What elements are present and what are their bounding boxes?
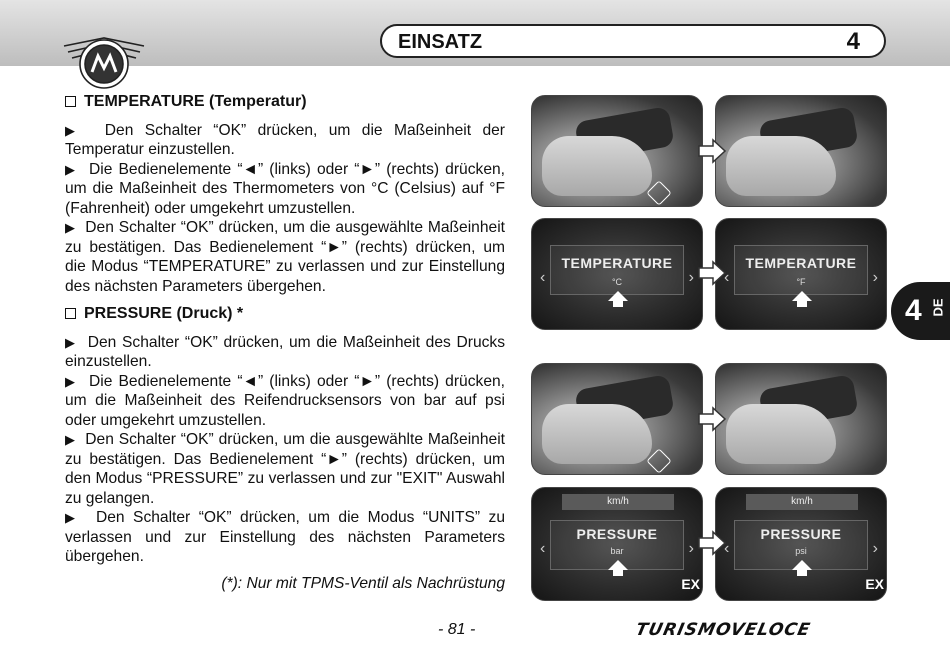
- paragraph: ▶ Den Schalter “OK” drücken, um die Modus “UNITS” zu verlassen und zur Einstellung des nächsten Parameters übergehen.: [65, 509, 505, 565]
- display-screen-pressure-psi: [715, 487, 887, 601]
- screen-label: PRESSURE: [576, 526, 658, 542]
- triangle-bullet-icon: ▶: [65, 432, 76, 447]
- section-heading-pressure: PRESSURE (Druck) *: [65, 304, 505, 324]
- exit-label: EX: [681, 576, 700, 592]
- paragraph: ▶ Den Schalter “OK” drücken, um die ausgewählte Maßeinheit zu bestätigen. Das Bedienelement “►” (rechts) drücken, um den Modus “PRESSURE” zu verlassen und zur "EXIT" Auswahl zu gelangen.: [65, 431, 505, 507]
- text-column: [65, 92, 505, 567]
- chevron-left-icon: ‹: [724, 540, 730, 557]
- chevron-right-icon: ›: [688, 540, 694, 557]
- paragraph: ▶ Den Schalter “OK” drücken, um die ausgewählte Maßeinheit zu bestätigen. Das Bedienelement “►” (rechts) drücken, um die Modus “TEMPERATURE” zu verlassen und zur Einstellung des nächsten Parameters übergehen.: [65, 219, 505, 295]
- page-number: - 81 -: [438, 621, 476, 638]
- handlebar-photo-2: [715, 95, 887, 207]
- right-arrow-icon: [697, 406, 727, 432]
- triangle-bullet-icon: ▶: [65, 161, 77, 177]
- display-screen-temperature-fahrenheit: [715, 218, 887, 330]
- footnote: (*): Nur mit TPMS-Ventil als Nachrüstung: [221, 575, 505, 592]
- chevron-left-icon: ‹: [540, 269, 546, 286]
- screen-unit: °C: [611, 277, 623, 287]
- handlebar-photo-4: [715, 363, 887, 475]
- screen-top-label: km/h: [746, 494, 858, 510]
- chevron-right-icon: ›: [872, 269, 878, 286]
- handlebar-photo-3: [531, 363, 703, 475]
- up-arrow-icon: [608, 291, 628, 301]
- right-arrow-icon: [697, 138, 727, 164]
- triangle-bullet-icon: ▶: [65, 220, 76, 235]
- screen-top-label: km/h: [562, 494, 674, 510]
- right-arrow-icon: [697, 530, 730, 557]
- display-screen-pressure-bar: [531, 487, 703, 601]
- right-arrow-icon: [697, 260, 730, 286]
- screen-label: TEMPERATURE: [745, 255, 857, 271]
- section-heading-temperature: TEMPERATURE (Temperatur): [65, 92, 505, 112]
- up-arrow-icon: [608, 560, 628, 570]
- checkbox-icon: [65, 308, 76, 319]
- triangle-bullet-icon: ▶: [65, 510, 80, 525]
- paragraph: ▶ Die Bedienelemente “◄” (links) oder “►” (rechts) drücken, um die Maßeinheit des Reifendrucksensors von bar auf psi oder umgekehrt umzustellen.: [65, 372, 505, 429]
- checkbox-icon: [65, 96, 76, 107]
- chevron-left-icon: ‹: [540, 540, 546, 557]
- screen-unit: bar: [610, 546, 624, 556]
- handlebar-photo-1: [531, 95, 703, 207]
- title-pill: [380, 24, 886, 58]
- chevron-right-icon: ›: [872, 540, 878, 557]
- chevron-right-icon: ›: [688, 269, 694, 286]
- mv-agusta-logo: [58, 16, 150, 98]
- chevron-left-icon: ‹: [724, 269, 730, 286]
- screen-label: TEMPERATURE: [561, 255, 673, 271]
- up-arrow-icon: [792, 291, 812, 301]
- page-title: EINSATZ: [398, 31, 483, 53]
- paragraph: ▶ Die Bedienelemente “◄” (links) oder “►” (rechts) drücken, um die Maßeinheit des Thermometers von °C (Celsius) auf °F (Fahrenheit) oder umgekehrt umzustellen.: [65, 160, 505, 217]
- display-screen-temperature-celsius: [531, 218, 703, 330]
- triangle-bullet-icon: ▶: [65, 373, 77, 389]
- brand-logo-text: TURISMOVELOCE: [633, 620, 813, 640]
- paragraph: ▶ Den Schalter “OK” drücken, um die Maßeinheit der Temperatur einzustellen.: [65, 121, 505, 158]
- paragraph: ▶ Den Schalter “OK” drücken, um die Maßeinheit des Drucks einzustellen.: [65, 333, 506, 370]
- screen-label: PRESSURE: [760, 526, 842, 542]
- screen-unit: °F: [796, 277, 806, 287]
- up-arrow-icon: [792, 560, 812, 570]
- chapter-side-tab: 4 DE: [891, 282, 950, 340]
- screen-unit: psi: [795, 546, 807, 556]
- triangle-bullet-icon: ▶: [65, 334, 77, 350]
- exit-label: EX: [865, 576, 884, 592]
- chapter-number: 4: [846, 28, 860, 55]
- triangle-bullet-icon: ▶: [65, 122, 83, 138]
